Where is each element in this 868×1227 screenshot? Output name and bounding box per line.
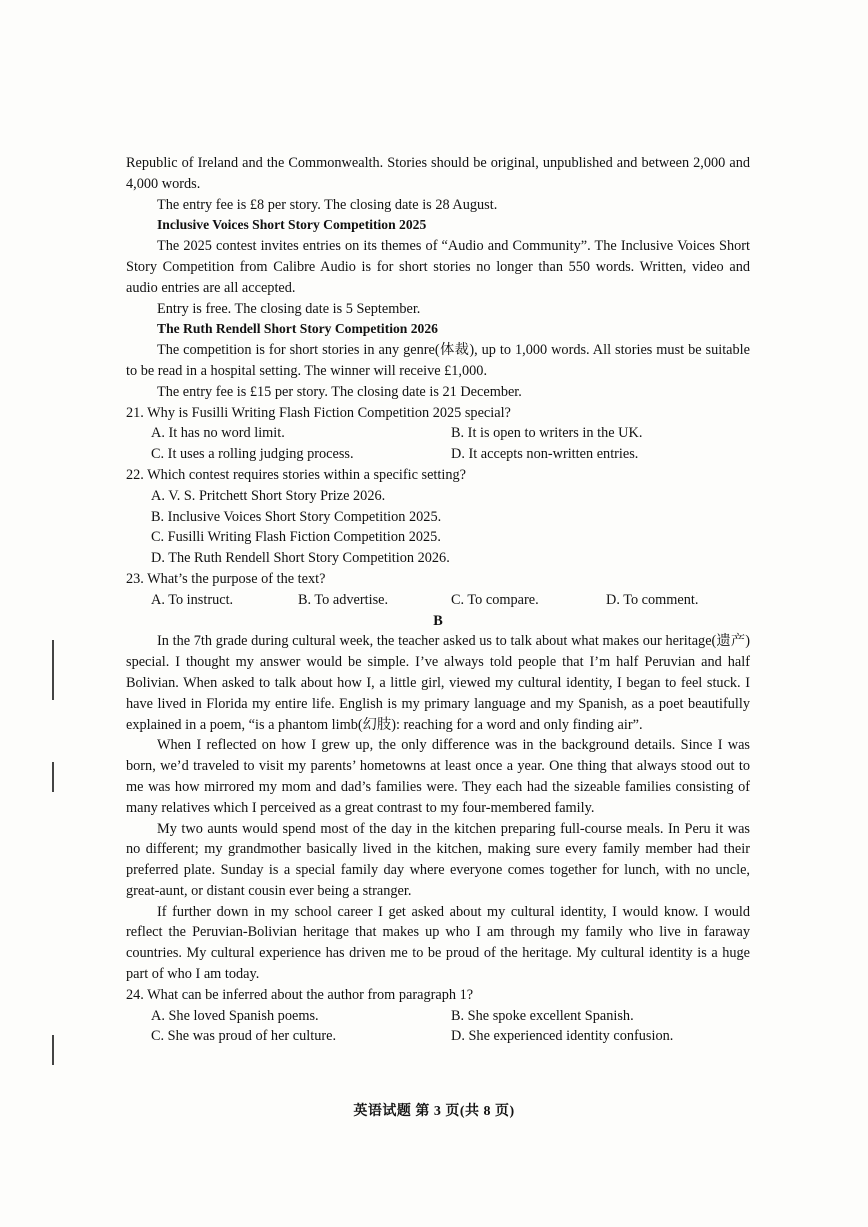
margin-line: [52, 762, 54, 792]
option-a: A. It has no word limit.: [151, 425, 285, 442]
margin-line: [52, 640, 54, 700]
passage-paragraph: If further down in my school career I get asked about my cultural identity, I would know. I would reflect the Peruvian-Bolivian heritage that makes up who I am through my family who live in faraway countries. My cultural experience has driven me to be proud of the heritage. My cultural identity is a huge part of who I am today.: [126, 903, 750, 983]
question-stem: 22. Which contest requires stories within a specific setting?: [126, 466, 466, 483]
option-c: C. Fusilli Writing Flash Fiction Competition 2025.: [151, 529, 441, 546]
passage-paragraph: Entry is free. The closing date is 5 September.: [157, 300, 421, 317]
passage-paragraph: When I reflected on how I grew up, the only difference was in the background details. Since I was born, we’d traveled to visit my parents’ hometowns at least once a year. One thing that always stood out to me was how mirrored my mom and dad’s families were. They each had the sizeable families consisting of many relatives which I perceived as a great contrast to my four-membered family.: [126, 737, 750, 816]
passage-paragraph: The entry fee is £8 per story. The closing date is 28 August.: [157, 196, 498, 213]
option-b: B. Inclusive Voices Short Story Competition 2025.: [151, 508, 442, 525]
option-c: C. It uses a rolling judging process.: [151, 446, 354, 463]
option-b: B. She spoke excellent Spanish.: [451, 1007, 634, 1024]
question-stem: 21. Why is Fusilli Writing Flash Fiction Competition 2025 special?: [126, 404, 511, 421]
question-options: [151, 1006, 750, 1048]
option-d: D. It accepts non-written entries.: [451, 446, 639, 463]
margin-line: [52, 1035, 54, 1065]
option-d: D. The Ruth Rendell Short Story Competition 2026.: [151, 550, 450, 567]
question-options: [151, 486, 750, 569]
option-b: B. It is open to writers in the UK.: [451, 425, 643, 442]
passage-paragraph: My two aunts would spend most of the day in the kitchen preparing full-course meals. In Peru it was no different; my grandmother basically lived in the kitchen, making sure every family member had their preferred plate. Sunday is a special family day where everyone comes together for lunch, with no uncle, great-aunt, or distant cousin ever being a stranger.: [126, 820, 750, 899]
passage-paragraph: Republic of Ireland and the Commonwealth. Stories should be original, unpublished and between 2,000 and 4,000 words.: [126, 155, 750, 192]
passage-paragraph: The 2025 contest invites entries on its themes of “Audio and Community”. The Inclusive Voices Short Story Competition from Calibre Audio is for short stories no longer than 550 words. Written, video and audio entries are all accepted.: [126, 238, 750, 296]
option-a: A. She loved Spanish poems.: [151, 1007, 319, 1024]
passage-paragraph: The competition is for short stories in any genre(体裁), up to 1,000 words. All stories must be suitable to be read in a hospital setting. The winner will receive £1,000.: [126, 342, 750, 379]
option-c: C. To compare.: [451, 591, 539, 608]
question-stem: 24. What can be inferred about the author from paragraph 1?: [126, 986, 474, 1003]
option-a: A. V. S. Pritchett Short Story Prize 2026.: [151, 487, 386, 504]
page-footer: 英语试题 第 3 页(共 8 页): [353, 1104, 515, 1119]
option-a: A. To instruct.: [151, 591, 234, 608]
page-content: [126, 153, 750, 1047]
competition-heading: The Ruth Rendell Short Story Competition 2026: [157, 321, 438, 337]
passage-paragraph: In the 7th grade during cultural week, the teacher asked us to talk about what makes our heritage(遗产) special. I thought my answer would be simple. I’ve always told people that I’m half Peruvian and half Bolivian. When asked to talk about how I, a little girl, viewed my cultural identity, I began to feel stuck. I have lived in Florida my entire life. English is my primary language and my Spanish, as a poet beautifully explained in a poem, “is a phantom limb(幻肢): reaching for a word and only finding air”.: [126, 633, 750, 733]
question-options: [151, 423, 750, 465]
section-label: B: [433, 612, 443, 629]
option-d: D. To comment.: [606, 591, 699, 608]
option-d: D. She experienced identity confusion.: [451, 1028, 674, 1045]
passage-paragraph: The entry fee is £15 per story. The closing date is 21 December.: [157, 383, 522, 400]
option-c: C. She was proud of her culture.: [151, 1028, 337, 1045]
competition-heading: Inclusive Voices Short Story Competition 2025: [157, 217, 427, 233]
question-stem: 23. What’s the purpose of the text?: [126, 570, 326, 587]
option-b: B. To advertise.: [298, 591, 389, 608]
question-options: [151, 590, 750, 611]
